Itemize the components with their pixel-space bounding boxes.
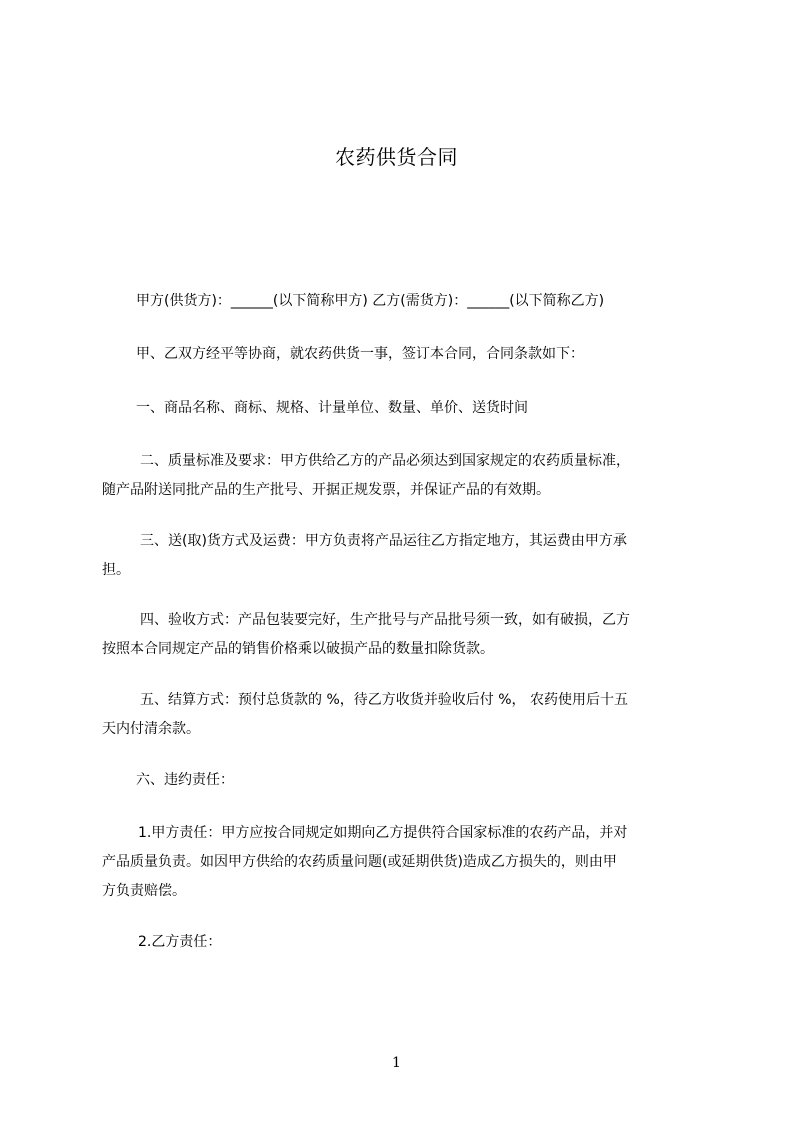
clause-4 xyxy=(102,606,698,664)
clause-line: 天内付清余款。 xyxy=(102,721,200,737)
clause-line: 随产品附送同批产品的生产批号、开据正规发票，并保证产品的有效期。 xyxy=(102,482,550,498)
clause-6-1 xyxy=(102,819,698,906)
parties-paragraph xyxy=(102,287,698,316)
clause-6-2 xyxy=(102,928,698,957)
clause-line: 按照本合同规定产品的销售价格乘以破损产品的数量扣除货款。 xyxy=(102,641,494,657)
clause-1 xyxy=(102,394,698,423)
clause-line: 担。 xyxy=(102,562,130,578)
parties-line: 甲方(供货方)：______(以下简称甲方) 乙方(需货方)：______(以下简称乙方) xyxy=(136,293,605,309)
clause-line: 二、质量标准及要求：甲方供给乙方的产品必须达到国家规定的农药质量标准， xyxy=(140,453,630,469)
clause-line: 1.甲方责任：甲方应按合同规定如期向乙方提供符合国家标准的农药产品，并对 xyxy=(138,825,628,841)
document-title: 农药供货合同 xyxy=(335,145,458,169)
clause-6 xyxy=(102,766,698,795)
clause-2 xyxy=(102,447,698,505)
clause-3 xyxy=(102,527,698,585)
clause-line: 四、验收方式：产品包装要完好，生产批号与产品批号须一致，如有破损，乙方 xyxy=(140,612,630,628)
clause-line: 三、送(取)货方式及运费：甲方负责将产品运往乙方指定地方，其运费由甲方承 xyxy=(140,533,627,549)
intro-paragraph xyxy=(102,340,698,369)
clause-line: 产品质量负责。如因甲方供给的农药质量问题(或延期供货)造成乙方损失的，则由甲 xyxy=(102,854,617,870)
clause-line: 方负责赔偿。 xyxy=(102,883,186,899)
clause-line: 2.乙方责任： xyxy=(138,934,222,950)
clause-line: 六、违约责任： xyxy=(136,772,234,788)
page-number: 1 xyxy=(392,1055,401,1071)
clause-line: 五、结算方式：预付总货款的 %，待乙方收货并验收后付 %， 农药使用后十五 xyxy=(140,692,628,708)
clause-line: 一、商品名称、商标、规格、计量单位、数量、单价、送货时间 xyxy=(136,400,528,416)
clause-5 xyxy=(102,686,698,744)
intro-line: 甲、乙双方经平等协商，就农药供货一事，签订本合同，合同条款如下： xyxy=(136,346,584,362)
